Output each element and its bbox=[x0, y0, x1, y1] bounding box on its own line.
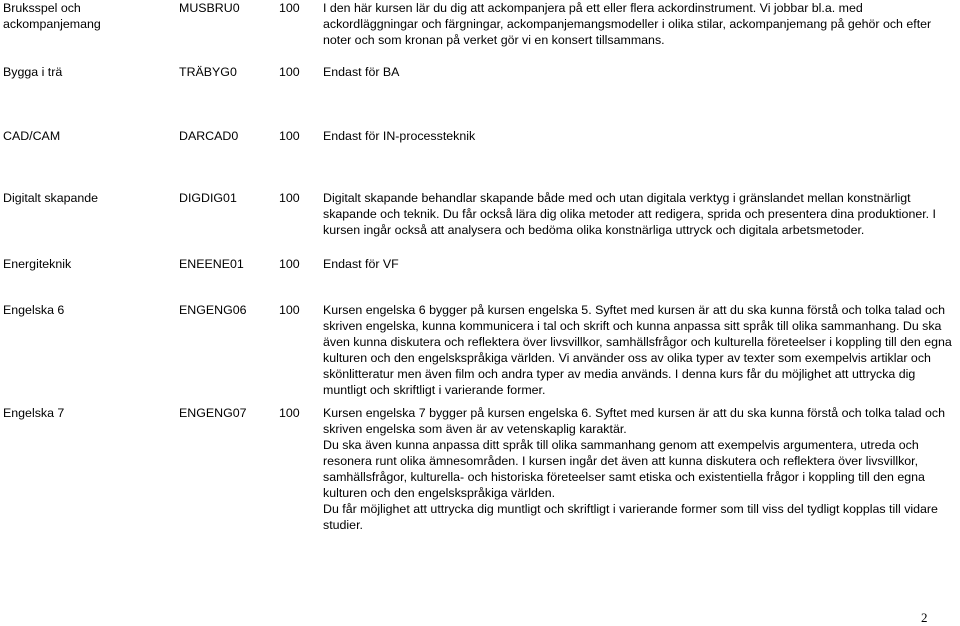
course-points: 100 bbox=[279, 257, 300, 271]
description-paragraph: Du får möjlighet att uttrycka dig muntligt och skriftligt i varierande former som till viss del tydligt kopplas till vidare studier. bbox=[323, 502, 938, 532]
course-code: DARCAD0 bbox=[179, 129, 239, 143]
course-description bbox=[323, 256, 955, 272]
description-paragraph: Endast för BA bbox=[323, 65, 400, 79]
description-paragraph: Digitalt skapande behandlar skapande både med och utan digitala verktyg i gränslandet mellan konstnärligt skapande och teknik. Du får också lära dig olika metoder att redigera, sprida och presentera dina produktioner. I kursen ingår också att analysera och bedöma olika konstnärliga uttryck och digitala arbetsmetoder. bbox=[323, 191, 936, 237]
course-code: TRÄBYG0 bbox=[179, 65, 237, 79]
course-points: 100 bbox=[279, 1, 300, 15]
course-description bbox=[323, 405, 955, 533]
description-paragraph: Kursen engelska 6 bygger på kursen engelska 5. Syftet med kursen är att du ska kunna förstå och tolka talad och skriven engelska, kunna kommunicera i tal och skrift och kunna anpassa sitt språk till olika sammanhang. Du ska även kunna diskutera och reflektera över livsvillkor, samhällsfrågor och kulturella företeelser i koppling till den egna kulturen och den engelskspråkiga världen. Vi använder oss av olika typer av texter som exempelvis artiklar och skönlitteratur men även film och andra typer av media används. I denna kurs får du möjlighet att uttrycka dig muntligt och skriftligt i varierande former. bbox=[323, 303, 952, 397]
course-name: Energiteknik bbox=[3, 257, 72, 271]
course-description bbox=[323, 302, 955, 398]
description-paragraph: I den här kursen lär du dig att ackompanjera på ett eller flera ackordinstrument. Vi jobbar bl.a. med ackordläggningar och färgningar, ackompanjemangsmodeller i olika stilar, ackompanjemang på gehör och efter noter och som kronan på verket gör vi en konsert tillsammans. bbox=[323, 1, 932, 47]
course-points: 100 bbox=[279, 406, 300, 420]
course-points: 100 bbox=[279, 303, 300, 317]
course-name: Bruksspel och ackompanjemang bbox=[3, 1, 101, 31]
course-name: Engelska 6 bbox=[3, 303, 65, 317]
course-code: ENEENE01 bbox=[179, 257, 244, 271]
description-paragraph: Du ska även kunna anpassa ditt språk till olika sammanhang genom att exempelvis argumentera, utreda och resonera runt olika ämnesområden. I kursen ingår det även att kunna diskutera och reflektera över livsvillkor, samhällsfrågor, kulturella- och historiska företeelser samt etiska och existentiella frågor i koppling till den egna kulturen och den engelskspråkiga världen. bbox=[323, 438, 925, 500]
course-code: MUSBRU0 bbox=[179, 1, 240, 15]
description-paragraph: Endast för VF bbox=[323, 257, 399, 271]
course-name: Engelska 7 bbox=[3, 406, 65, 420]
course-name: CAD/CAM bbox=[3, 129, 61, 143]
page-number: 2 bbox=[921, 610, 928, 625]
description-paragraph: Endast för IN-processteknik bbox=[323, 129, 476, 143]
course-description bbox=[323, 0, 955, 48]
course-description bbox=[323, 128, 955, 144]
course-description bbox=[323, 190, 955, 238]
course-code: ENGENG06 bbox=[179, 303, 247, 317]
description-paragraph: Kursen engelska 7 bygger på kursen engelska 6. Syftet med kursen är att du ska kunna förstå och tolka talad och skriven engelska som även är av vetenskaplig karaktär. bbox=[323, 406, 945, 436]
course-name: Bygga i trä bbox=[3, 65, 63, 79]
course-description bbox=[323, 64, 955, 80]
course-points: 100 bbox=[279, 65, 300, 79]
course-code: ENGENG07 bbox=[179, 406, 247, 420]
course-points: 100 bbox=[279, 129, 300, 143]
course-points: 100 bbox=[279, 191, 300, 205]
course-name: Digitalt skapande bbox=[3, 191, 99, 205]
course-code: DIGDIG01 bbox=[179, 191, 237, 205]
